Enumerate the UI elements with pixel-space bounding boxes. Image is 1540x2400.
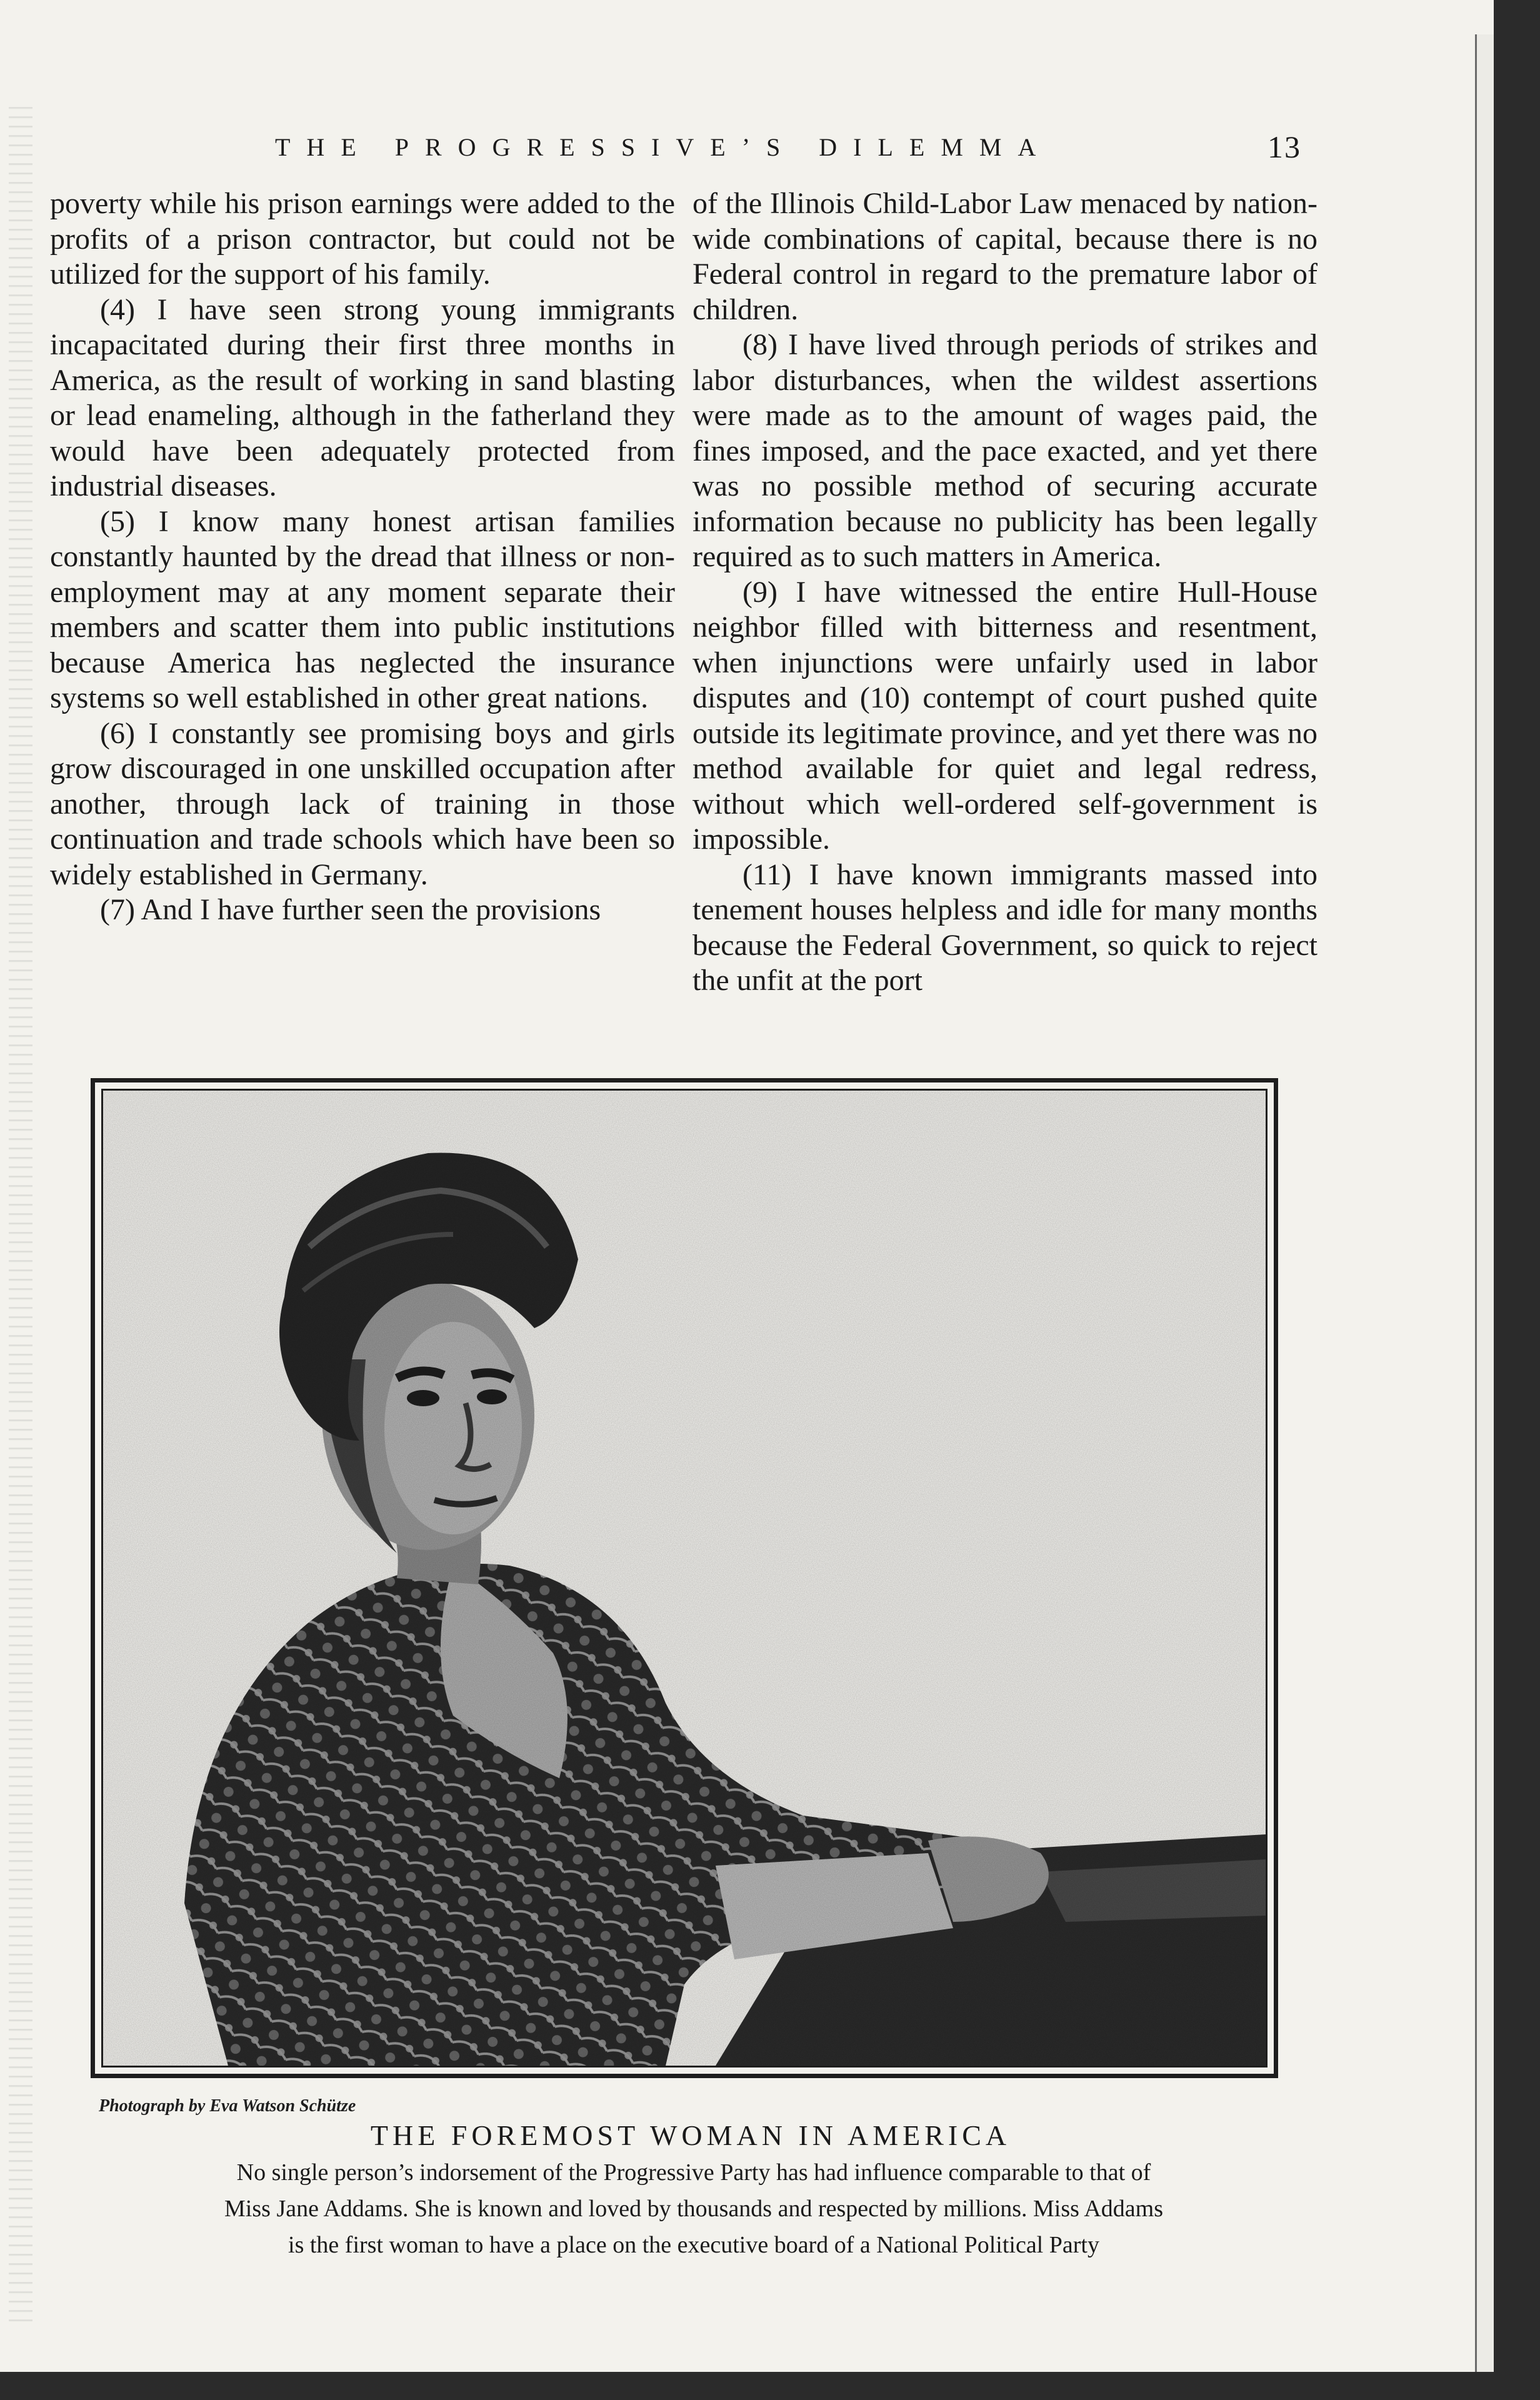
- portrait-photo: [101, 1089, 1268, 2068]
- caption-line: Miss Jane Addams. She is known and loved by thousands and respected by millions. Miss Addams: [224, 2196, 1163, 2222]
- paragraph: (5) I know many honest artisan families constantly haunted by the dread that illness or non-employment may at any moment separate their members and scatter them into public institutions because America has neglected the insurance systems so well established in other great nations.: [50, 504, 675, 714]
- paragraph: (7) And I have further seen the provisions: [100, 893, 601, 926]
- paragraph: (6) I constantly see promising boys and girls grow discouraged in one unskilled occupation after another, through lack of training in those continuation and trade schools which have been so widely established in Germany.: [50, 716, 675, 891]
- paragraph: of the Illinois Child-Labor Law menaced by nation-wide combinations of capital, because there is no Federal control in regard to the premature labor of children.: [692, 187, 1318, 326]
- paragraph: poverty while his prison earnings were added to the profits of a prison contractor, but could not be utilized for the support of his family.: [50, 187, 675, 291]
- caption-line: No single person’s indorsement of the Progressive Party has had influence comparable to that of: [236, 2159, 1151, 2186]
- scan-border-bottom: [0, 2372, 1540, 2400]
- paragraph: (9) I have witnessed the entire Hull-House neighbor filled with bitterness and resentment, when injunctions were unfairly used in labor disputes and (10) contempt of court pushed quite outside its legitimate province, and yet there was no method available for quiet and legal redress, without which well-ordered self-government is impossible.: [692, 575, 1318, 856]
- portrait-illustration: [103, 1091, 1266, 2066]
- running-head: THE PROGRESSIVE’S DILEMMA: [275, 133, 1052, 161]
- photo-credit: Photograph by Eva Watson Schütze: [99, 2096, 356, 2116]
- paragraph: (11) I have known immigrants massed into tenement houses helpless and idle for many months because the Federal Government, so quick to reject the unfit at the port: [692, 858, 1318, 997]
- paragraph: (8) I have lived through periods of strikes and labor disturbances, when the wildest assertions were made as to the amount of wages paid, the fines imposed, and the pace exacted, and yet there was no possible method of securing accurate information because no publicity has been legally required as to such matters in America.: [692, 328, 1318, 573]
- paragraph: (4) I have seen strong young immigrants incapacitated during their first three months in America, as the result of working in sand blasting or lead enameling, although in the fatherland they would have been adequately protected from industrial diseases.: [50, 292, 675, 502]
- right-text-column: [692, 186, 1318, 999]
- scan-border-right: [1494, 0, 1540, 2400]
- caption-title: THE FOREMOST WOMAN IN AMERICA: [370, 2119, 1011, 2151]
- page-number: 13: [1268, 129, 1301, 164]
- caption-text: [100, 2154, 1288, 2263]
- portrait-photo-frame: [91, 1078, 1278, 2078]
- left-text-column: [50, 186, 675, 928]
- caption-line: is the first woman to have a place on the executive board of a National Political Party: [288, 2232, 1099, 2258]
- binding-scan-noise: [9, 100, 32, 2325]
